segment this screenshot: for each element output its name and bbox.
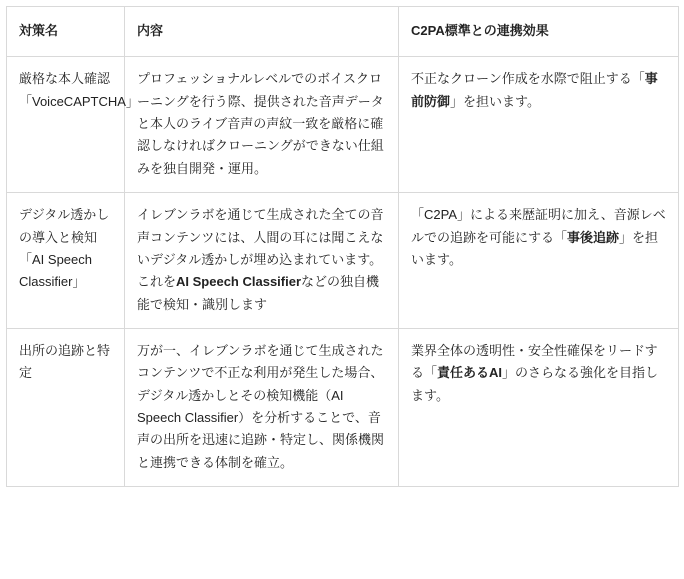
- table-header-row: [7, 7, 679, 57]
- cell-measure-name: 厳格な本人確認「VoiceCAPTCHA」: [7, 57, 125, 193]
- table-row: [7, 57, 679, 193]
- cell-c2pa-effect: 「C2PA」による来歴証明に加え、音源レベルでの追跡を可能にする「事後追跡」を担います。: [399, 193, 679, 329]
- cell-content: プロフェッショナルレベルでのボイスクローニングを行う際、提供された音声データと本人のライブ音声の声紋一致を厳格に確認しなければクローニングができない仕組みを独自開発・運用。: [125, 57, 399, 193]
- cell-measure-name: デジタル透かしの導入と検知「AI Speech Classifier」: [7, 193, 125, 329]
- cell-c2pa-effect: 不正なクローン作成を水際で阻止する「事前防御」を担います。: [399, 57, 679, 193]
- measures-table: [6, 6, 679, 487]
- table-row: [7, 193, 679, 329]
- column-header-measure-name: 対策名: [7, 7, 125, 57]
- column-header-c2pa-effect: C2PA標準との連携効果: [399, 7, 679, 57]
- cell-measure-name: 出所の追跡と特定: [7, 328, 125, 486]
- cell-c2pa-effect: 業界全体の透明性・安全性確保をリードする「責任あるAI」のさらなる強化を目指します。: [399, 328, 679, 486]
- cell-content: 万が一、イレブンラボを通じて生成されたコンテンツで不正な利用が発生した場合、デジタル透かしとその検知機能（AI Speech Classifier）を分析することで、音声の出所を迅速に追跡・特定し、関係機関と連携できる体制を確立。: [125, 328, 399, 486]
- column-header-content: 内容: [125, 7, 399, 57]
- cell-content: イレブンラボを通じて生成された全ての音声コンテンツには、人間の耳には聞こえないデジタル透かしが埋め込まれています。これをAI Speech Classifierなどの独自機能で検知・識別します: [125, 193, 399, 329]
- table-row: [7, 328, 679, 486]
- table-header: [7, 7, 679, 57]
- table-body: [7, 57, 679, 487]
